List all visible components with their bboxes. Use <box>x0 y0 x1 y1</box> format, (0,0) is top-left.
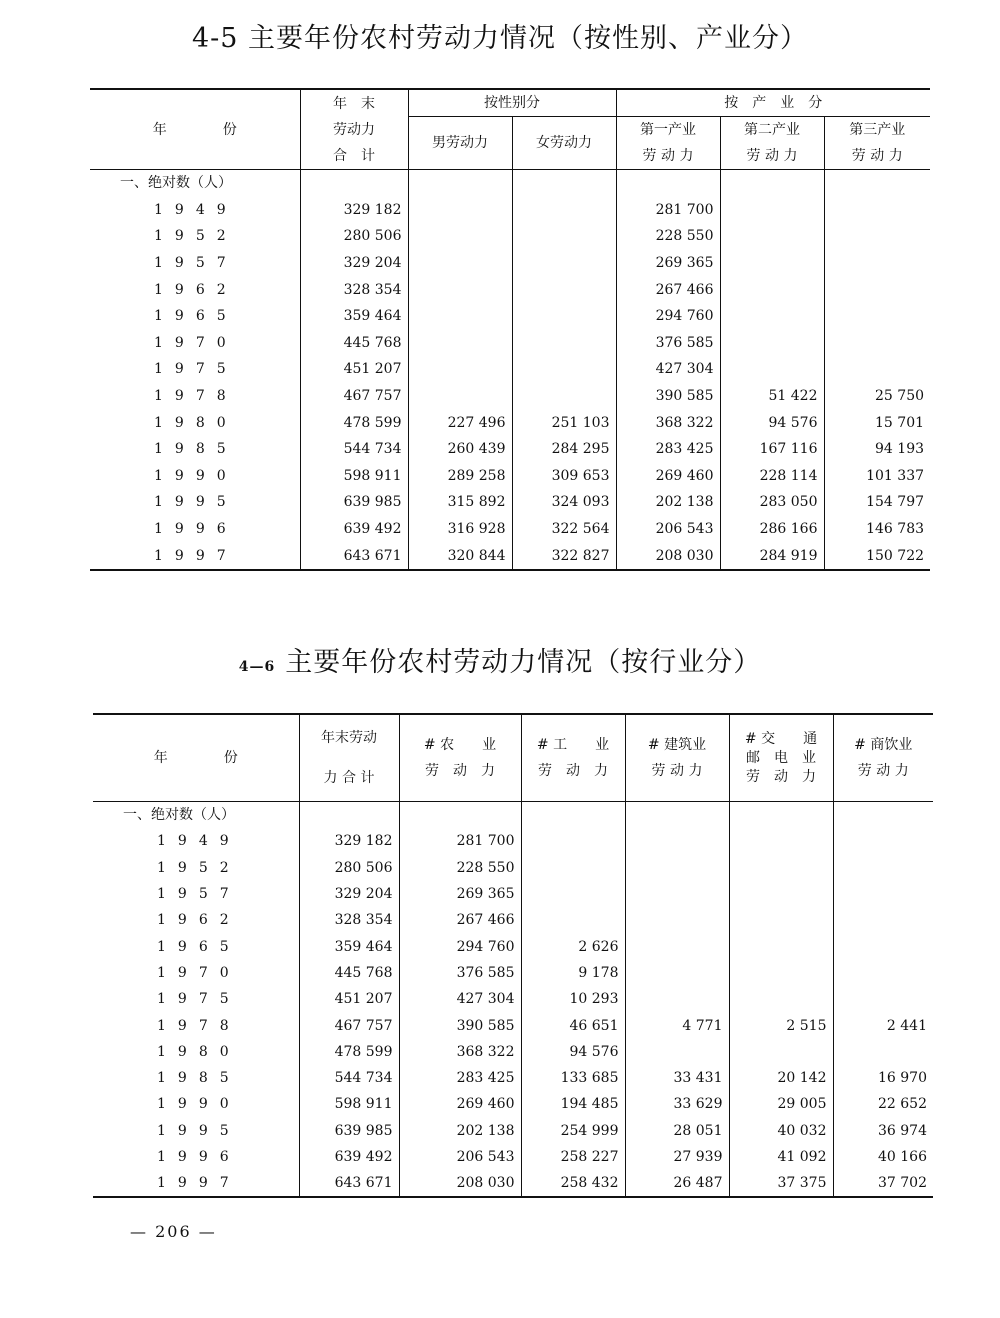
header-year: 年 份 <box>90 89 300 170</box>
total-cell: 280 506 <box>300 223 408 250</box>
table-row <box>90 223 930 250</box>
table-row <box>93 1170 933 1197</box>
construction-cell: 4 771 <box>625 1012 729 1038</box>
year-cell: 1957 <box>154 255 238 272</box>
commerce-cell <box>833 907 933 933</box>
male-cell <box>408 303 512 330</box>
table2-title <box>0 640 1000 679</box>
industry-cell: 258 432 <box>521 1170 625 1197</box>
table-row <box>90 489 930 516</box>
table-row <box>90 330 930 357</box>
transport-cell: 2 515 <box>729 1012 833 1038</box>
table-row <box>90 250 930 277</box>
construction-cell <box>625 881 729 907</box>
total-cell: 467 757 <box>300 383 408 410</box>
table2-header-row <box>93 714 933 802</box>
t2-header-total-line2: 力 合 计 <box>323 770 375 786</box>
secondary-cell: 167 116 <box>720 436 824 463</box>
industry-cell: 94 576 <box>521 1039 625 1065</box>
header-primary-line2: 劳 动 力 <box>642 148 694 164</box>
table-row <box>93 1091 933 1117</box>
year-cell: 1957 <box>157 886 241 903</box>
primary-cell: 294 760 <box>616 303 720 330</box>
page-number: — 206 — <box>130 1222 217 1241</box>
total-cell: 329 182 <box>299 828 399 854</box>
tertiary-cell <box>824 356 930 383</box>
female-cell: 324 093 <box>512 489 616 516</box>
year-cell: 1962 <box>154 281 238 298</box>
construction-cell <box>625 855 729 881</box>
agri-cell: 202 138 <box>399 1118 521 1144</box>
construction-cell: 27 939 <box>625 1144 729 1170</box>
table-row <box>93 828 933 854</box>
tertiary-cell <box>824 330 930 357</box>
t2-header-transport <box>729 714 833 802</box>
year-cell: 1975 <box>157 991 241 1008</box>
primary-cell: 208 030 <box>616 542 720 570</box>
t2-header-total-line1: 年末劳动 <box>321 730 377 746</box>
transport-cell <box>729 986 833 1012</box>
female-cell <box>512 276 616 303</box>
commerce-cell: 2 441 <box>833 1012 933 1038</box>
header-tertiary-line2: 劳 动 力 <box>851 148 903 164</box>
total-cell: 328 354 <box>300 276 408 303</box>
construction-cell <box>625 1039 729 1065</box>
table-row <box>93 960 933 986</box>
primary-cell: 376 585 <box>616 330 720 357</box>
table1-body <box>90 170 930 570</box>
header-tertiary <box>824 117 930 170</box>
tertiary-cell <box>824 276 930 303</box>
total-cell: 639 985 <box>299 1118 399 1144</box>
year-cell: 1952 <box>157 859 241 876</box>
commerce-cell <box>833 881 933 907</box>
agri-cell: 294 760 <box>399 933 521 959</box>
empty-cell <box>720 170 824 197</box>
table-row <box>90 516 930 543</box>
male-cell <box>408 223 512 250</box>
construction-cell <box>625 907 729 933</box>
agri-cell: 390 585 <box>399 1012 521 1038</box>
industry-cell: 2 626 <box>521 933 625 959</box>
year-cell: 1997 <box>93 1170 299 1197</box>
commerce-cell: 37 702 <box>833 1170 933 1197</box>
total-cell: 445 768 <box>300 330 408 357</box>
empty-cell <box>616 170 720 197</box>
t2-header-agri <box>399 714 521 802</box>
secondary-cell: 284 919 <box>720 542 824 570</box>
primary-cell: 202 138 <box>616 489 720 516</box>
t2-header-industry <box>521 714 625 802</box>
industry-cell: 9 178 <box>521 960 625 986</box>
transport-cell <box>729 933 833 959</box>
empty-cell <box>299 802 399 829</box>
total-cell: 639 985 <box>300 489 408 516</box>
t2-header-construction <box>625 714 729 802</box>
year-cell: 1949 <box>157 833 241 850</box>
male-cell: 260 439 <box>408 436 512 463</box>
secondary-cell: 94 576 <box>720 409 824 436</box>
transport-cell: 40 032 <box>729 1118 833 1144</box>
primary-cell: 269 365 <box>616 250 720 277</box>
year-cell: 1995 <box>154 494 238 511</box>
year-cell: 1985 <box>157 1070 241 1087</box>
agri-cell: 283 425 <box>399 1065 521 1091</box>
table-row <box>90 356 930 383</box>
commerce-cell <box>833 933 933 959</box>
tertiary-cell <box>824 250 930 277</box>
commerce-cell <box>833 855 933 881</box>
tertiary-cell <box>824 223 930 250</box>
empty-cell <box>300 170 408 197</box>
agri-cell: 228 550 <box>399 855 521 881</box>
industry-cell <box>521 855 625 881</box>
year-cell: 1978 <box>157 1017 241 1034</box>
section-row <box>90 170 930 197</box>
t2-header-commerce <box>833 714 933 802</box>
total-cell: 451 207 <box>299 986 399 1012</box>
industry-cell <box>521 828 625 854</box>
year-cell: 1970 <box>154 334 238 351</box>
female-cell <box>512 383 616 410</box>
table1-header-row-1 <box>90 89 930 117</box>
year-cell: 1985 <box>154 441 238 458</box>
total-cell: 639 492 <box>299 1144 399 1170</box>
section-label: 一、绝对数（人） <box>120 175 232 192</box>
tertiary-cell: 146 783 <box>824 516 930 543</box>
agri-cell: 269 460 <box>399 1091 521 1117</box>
empty-cell <box>833 802 933 829</box>
empty-cell <box>512 170 616 197</box>
commerce-cell <box>833 960 933 986</box>
year-cell: 1978 <box>154 388 238 405</box>
total-cell: 643 671 <box>300 542 408 570</box>
section-row <box>93 802 933 829</box>
total-cell: 445 768 <box>299 960 399 986</box>
table2-title-number: 4—6 <box>238 659 276 675</box>
female-cell <box>512 223 616 250</box>
female-cell <box>512 356 616 383</box>
total-cell: 359 464 <box>299 933 399 959</box>
tertiary-cell: 150 722 <box>824 542 930 570</box>
male-cell <box>408 197 512 224</box>
construction-cell: 28 051 <box>625 1118 729 1144</box>
header-total-line2: 劳动力 <box>333 121 375 138</box>
total-cell: 598 911 <box>299 1091 399 1117</box>
male-cell: 320 844 <box>408 542 512 570</box>
header-secondary-line2: 劳 动 力 <box>746 148 798 164</box>
primary-cell: 283 425 <box>616 436 720 463</box>
total-cell: 478 599 <box>300 409 408 436</box>
year-cell: 1990 <box>154 467 238 484</box>
commerce-cell <box>833 986 933 1012</box>
female-cell: 284 295 <box>512 436 616 463</box>
header-secondary-line1: 第二产业 <box>744 122 800 138</box>
tertiary-cell: 15 701 <box>824 409 930 436</box>
table-row <box>90 383 930 410</box>
empty-cell <box>399 802 521 829</box>
transport-cell <box>729 855 833 881</box>
total-cell: 328 354 <box>299 907 399 933</box>
t2-header-agri-line1: # 农 业 <box>423 737 497 753</box>
table-row <box>93 1065 933 1091</box>
table2-body <box>93 802 933 1198</box>
year-cell: 1970 <box>157 964 241 981</box>
header-secondary <box>720 117 824 170</box>
year-cell: 1990 <box>157 1096 241 1113</box>
table-row <box>93 1118 933 1144</box>
tertiary-cell: 101 337 <box>824 463 930 490</box>
transport-cell <box>729 907 833 933</box>
secondary-cell: 286 166 <box>720 516 824 543</box>
male-cell: 316 928 <box>408 516 512 543</box>
t2-header-construction-line2: 劳 动 力 <box>651 763 703 779</box>
header-male: 男劳动力 <box>408 117 512 170</box>
transport-cell <box>729 828 833 854</box>
tertiary-cell <box>824 303 930 330</box>
male-cell <box>408 356 512 383</box>
female-cell: 322 564 <box>512 516 616 543</box>
secondary-cell: 51 422 <box>720 383 824 410</box>
header-total-line1: 年 末 <box>333 95 375 112</box>
secondary-cell: 228 114 <box>720 463 824 490</box>
table-rural-labor-by-gender-industry <box>90 88 930 571</box>
table-row <box>93 881 933 907</box>
primary-cell: 228 550 <box>616 223 720 250</box>
primary-cell: 281 700 <box>616 197 720 224</box>
agri-cell: 281 700 <box>399 828 521 854</box>
year-cell: 1995 <box>157 1122 241 1139</box>
table1-title: 4-5 主要年份农村劳动力情况（按性别、产业分） <box>191 23 809 54</box>
female-cell <box>512 330 616 357</box>
year-cell: 1996 <box>154 521 238 538</box>
commerce-cell: 40 166 <box>833 1144 933 1170</box>
year-cell: 1965 <box>154 308 238 325</box>
female-cell <box>512 303 616 330</box>
total-cell: 451 207 <box>300 356 408 383</box>
tertiary-cell: 154 797 <box>824 489 930 516</box>
header-by-gender: 按性别分 <box>408 89 616 117</box>
empty-cell <box>408 170 512 197</box>
secondary-cell <box>720 250 824 277</box>
t2-header-industry-line1: # 工 业 <box>536 737 610 753</box>
header-primary-line1: 第一产业 <box>640 122 696 138</box>
t2-header-total <box>299 714 399 802</box>
table2-title-text: 主要年份农村劳动力情况（按行业分） <box>285 647 762 678</box>
empty-cell <box>824 170 930 197</box>
female-cell: 309 653 <box>512 463 616 490</box>
male-cell: 315 892 <box>408 489 512 516</box>
male-cell <box>408 383 512 410</box>
header-total-line3: 合 计 <box>333 147 375 164</box>
year-cell: 1952 <box>154 228 238 245</box>
agri-cell: 376 585 <box>399 960 521 986</box>
secondary-cell <box>720 223 824 250</box>
industry-cell: 10 293 <box>521 986 625 1012</box>
male-cell: 227 496 <box>408 409 512 436</box>
commerce-cell <box>833 1039 933 1065</box>
table-row <box>93 907 933 933</box>
secondary-cell <box>720 197 824 224</box>
agri-cell: 368 322 <box>399 1039 521 1065</box>
construction-cell <box>625 960 729 986</box>
primary-cell: 390 585 <box>616 383 720 410</box>
table-row <box>90 409 930 436</box>
commerce-cell: 16 970 <box>833 1065 933 1091</box>
total-cell: 598 911 <box>300 463 408 490</box>
table-row <box>93 855 933 881</box>
commerce-cell <box>833 828 933 854</box>
total-cell: 643 671 <box>299 1170 399 1197</box>
industry-cell: 254 999 <box>521 1118 625 1144</box>
primary-cell: 269 460 <box>616 463 720 490</box>
agri-cell: 206 543 <box>399 1144 521 1170</box>
industry-cell <box>521 881 625 907</box>
transport-cell: 37 375 <box>729 1170 833 1197</box>
table-row <box>90 276 930 303</box>
male-cell: 289 258 <box>408 463 512 490</box>
table-row <box>93 1144 933 1170</box>
table-rural-labor-by-sector <box>93 713 933 1198</box>
t2-header-commerce-line2: 劳 动 力 <box>857 763 909 779</box>
header-by-industry: 按 产 业 分 <box>616 89 930 117</box>
header-primary <box>616 117 720 170</box>
year-cell: 1949 <box>154 201 238 218</box>
female-cell <box>512 197 616 224</box>
t2-header-transport-line3: 劳 动 力 <box>746 768 816 785</box>
year-cell: 1962 <box>157 912 241 929</box>
table-row <box>93 986 933 1012</box>
total-cell: 478 599 <box>299 1039 399 1065</box>
industry-cell <box>521 907 625 933</box>
tertiary-cell <box>824 197 930 224</box>
t2-header-year: 年 份 <box>93 714 299 802</box>
t2-header-industry-line2: 劳 动 力 <box>538 763 608 779</box>
table-row <box>93 1039 933 1065</box>
table-row <box>93 933 933 959</box>
year-cell: 1996 <box>157 1149 241 1165</box>
agri-cell: 267 466 <box>399 907 521 933</box>
total-cell: 359 464 <box>300 303 408 330</box>
primary-cell: 206 543 <box>616 516 720 543</box>
total-cell: 329 182 <box>300 197 408 224</box>
empty-cell <box>625 802 729 829</box>
total-cell: 544 734 <box>300 436 408 463</box>
total-cell: 329 204 <box>300 250 408 277</box>
transport-cell: 41 092 <box>729 1144 833 1170</box>
transport-cell <box>729 881 833 907</box>
total-cell: 544 734 <box>299 1065 399 1091</box>
total-cell: 639 492 <box>300 516 408 543</box>
tertiary-cell: 94 193 <box>824 436 930 463</box>
secondary-cell: 283 050 <box>720 489 824 516</box>
industry-cell: 194 485 <box>521 1091 625 1117</box>
t2-header-transport-line1: # 交 通 <box>744 730 818 747</box>
female-cell: 322 827 <box>512 542 616 570</box>
total-cell: 329 204 <box>299 881 399 907</box>
commerce-cell: 36 974 <box>833 1118 933 1144</box>
agri-cell: 269 365 <box>399 881 521 907</box>
empty-cell <box>521 802 625 829</box>
male-cell <box>408 250 512 277</box>
primary-cell: 267 466 <box>616 276 720 303</box>
secondary-cell <box>720 356 824 383</box>
year-cell: 1980 <box>154 414 238 431</box>
construction-cell <box>625 828 729 854</box>
construction-cell: 26 487 <box>625 1170 729 1197</box>
transport-cell <box>729 960 833 986</box>
t2-header-transport-line2: 邮 电 业 <box>746 749 816 766</box>
primary-cell: 427 304 <box>616 356 720 383</box>
transport-cell: 29 005 <box>729 1091 833 1117</box>
primary-cell: 368 322 <box>616 409 720 436</box>
t2-header-commerce-line1: # 商饮业 <box>854 737 913 753</box>
year-cell: 1997 <box>90 542 300 570</box>
table-row <box>93 1012 933 1038</box>
industry-cell: 46 651 <box>521 1012 625 1038</box>
agri-cell: 427 304 <box>399 986 521 1012</box>
total-cell: 280 506 <box>299 855 399 881</box>
construction-cell: 33 629 <box>625 1091 729 1117</box>
total-cell: 467 757 <box>299 1012 399 1038</box>
table-row <box>90 542 930 570</box>
secondary-cell <box>720 276 824 303</box>
table-row <box>90 436 930 463</box>
industry-cell: 133 685 <box>521 1065 625 1091</box>
table-row <box>90 463 930 490</box>
year-cell: 1980 <box>157 1043 241 1060</box>
construction-cell: 33 431 <box>625 1065 729 1091</box>
secondary-cell <box>720 330 824 357</box>
t2-header-construction-line1: # 建筑业 <box>647 737 707 753</box>
secondary-cell <box>720 303 824 330</box>
construction-cell <box>625 933 729 959</box>
transport-cell: 20 142 <box>729 1065 833 1091</box>
t2-header-agri-line2: 劳 动 力 <box>425 763 495 779</box>
male-cell <box>408 276 512 303</box>
table-row <box>90 303 930 330</box>
construction-cell <box>625 986 729 1012</box>
year-cell: 1975 <box>154 361 238 378</box>
table-row <box>90 197 930 224</box>
transport-cell <box>729 1039 833 1065</box>
header-female: 女劳动力 <box>512 117 616 170</box>
year-cell: 1965 <box>157 938 241 955</box>
section-label: 一、绝对数（人） <box>123 807 235 824</box>
industry-cell: 258 227 <box>521 1144 625 1170</box>
female-cell: 251 103 <box>512 409 616 436</box>
header-tertiary-line1: 第三产业 <box>849 122 906 138</box>
male-cell <box>408 330 512 357</box>
empty-cell <box>729 802 833 829</box>
tertiary-cell: 25 750 <box>824 383 930 410</box>
agri-cell: 208 030 <box>399 1170 521 1197</box>
female-cell <box>512 250 616 277</box>
header-total <box>300 89 408 170</box>
commerce-cell: 22 652 <box>833 1091 933 1117</box>
